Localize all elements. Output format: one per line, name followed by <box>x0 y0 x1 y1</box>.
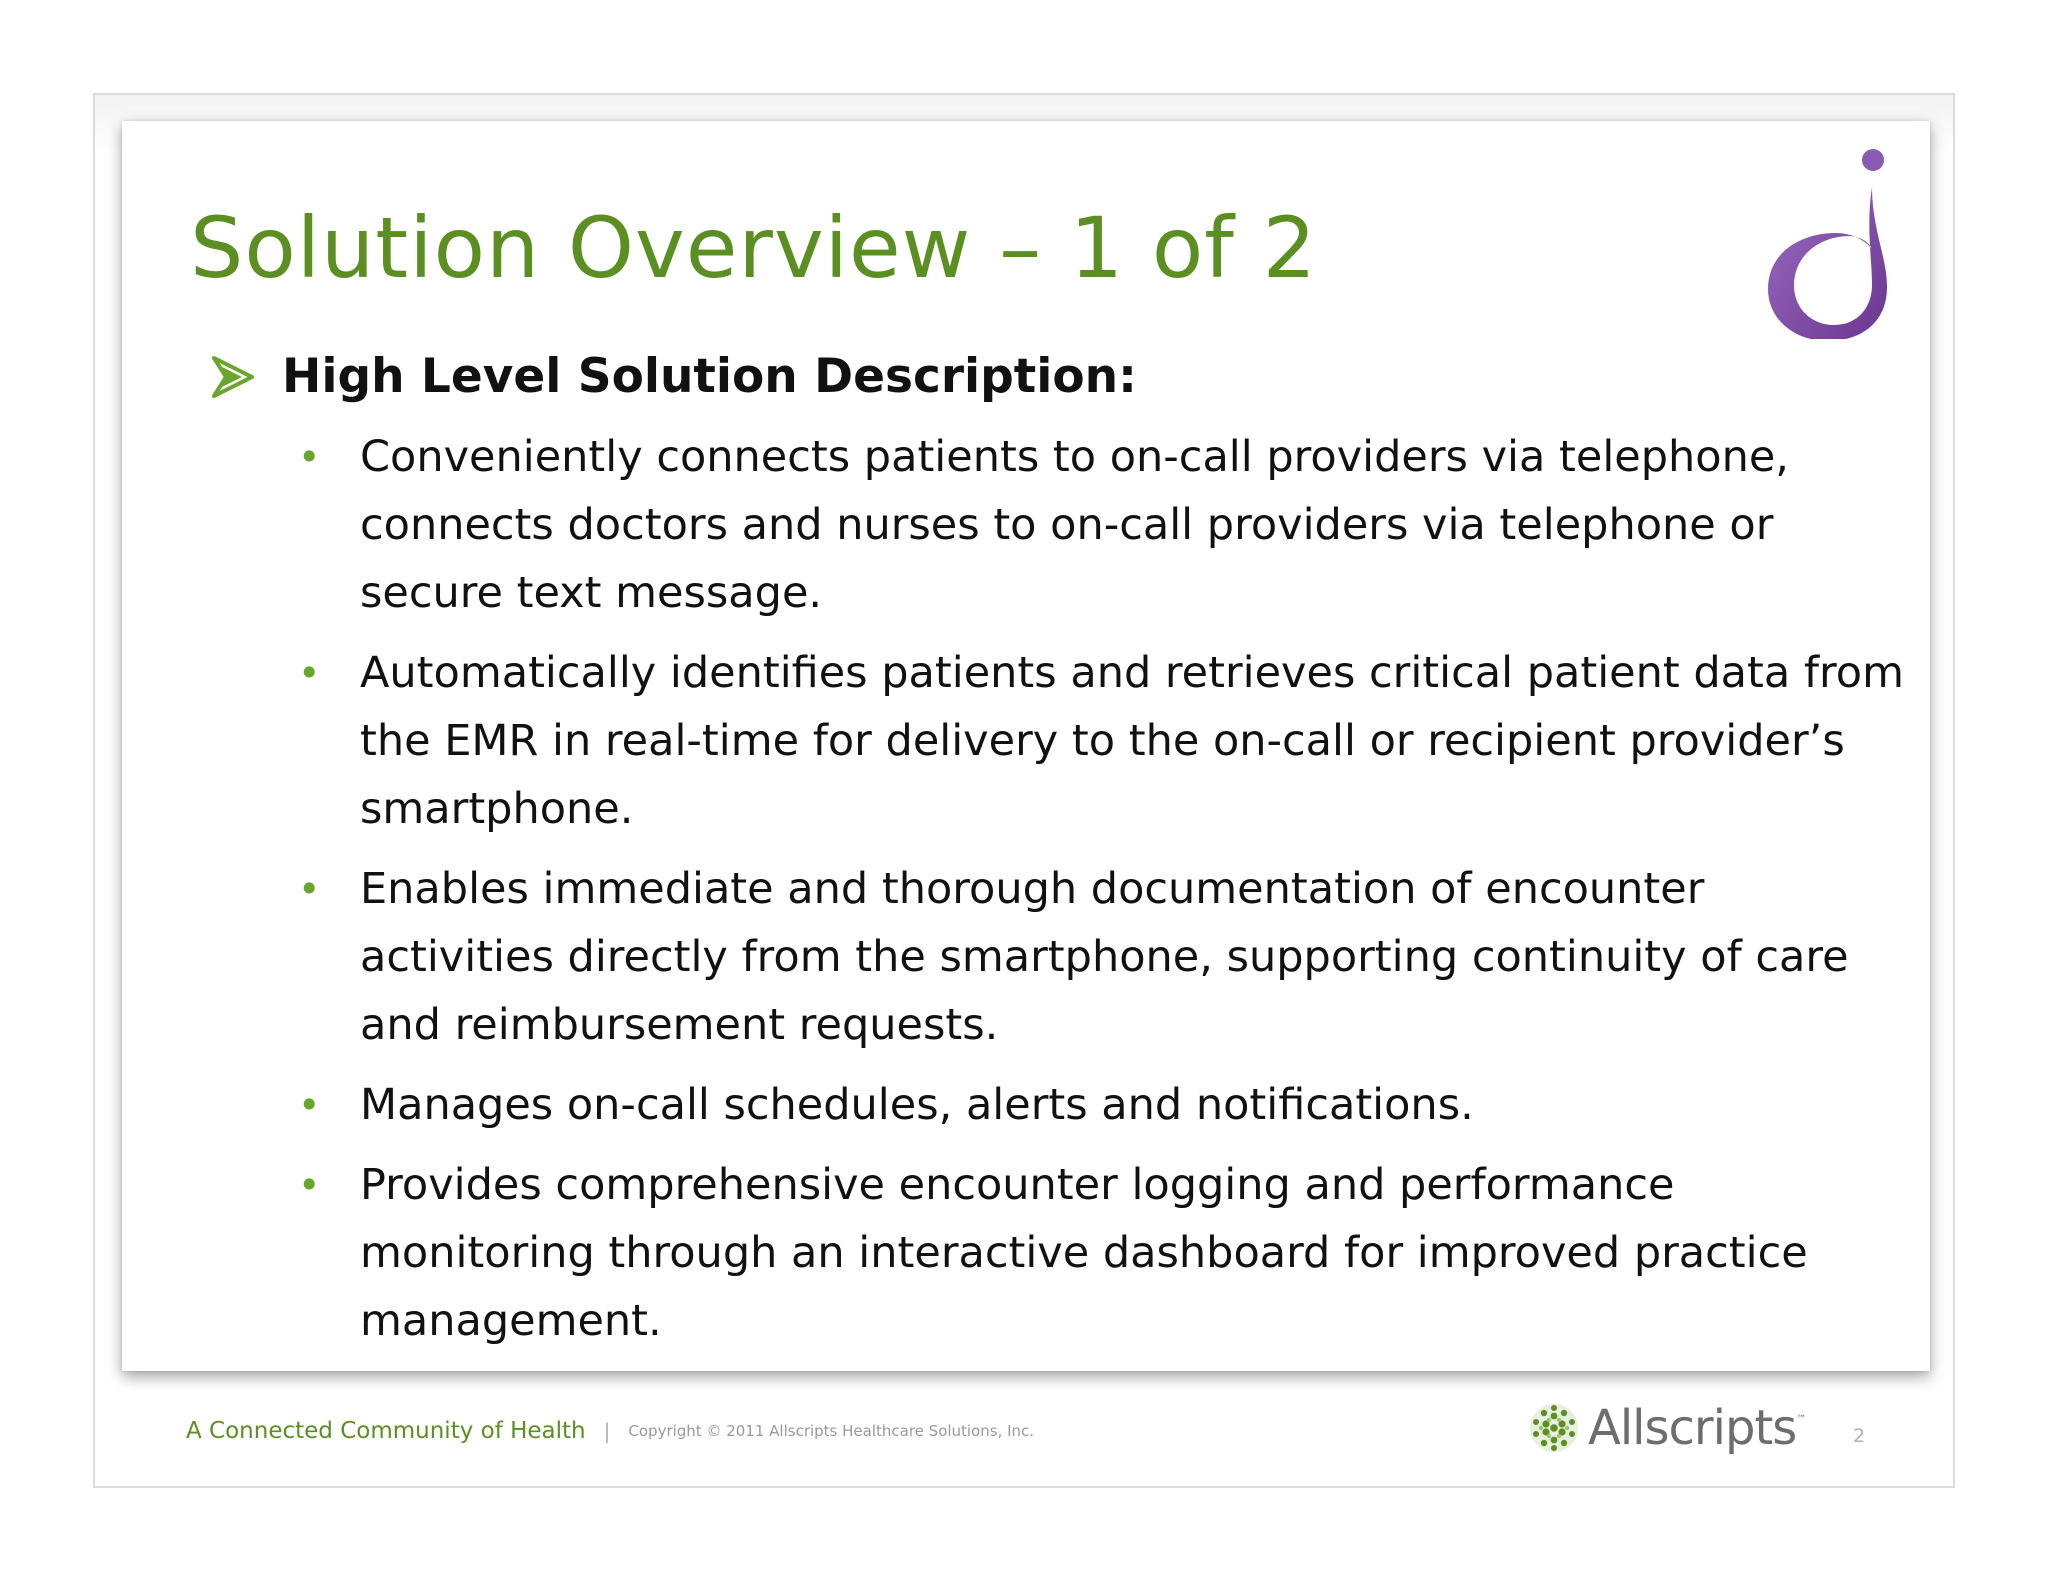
page-number: 2 <box>1853 1425 1866 1447</box>
list-item <box>298 639 1908 843</box>
bullet-text: Enables immediate and thorough documentation of encounter activities directly from the smartphone, supporting continuity of care and reimbursement requests. <box>360 864 1849 1050</box>
section-heading <box>210 349 1137 404</box>
logo-text: Allscripts <box>1588 1400 1797 1456</box>
slide <box>122 121 1930 1371</box>
bullet-dot: • <box>298 1083 321 1127</box>
bullet-text: Automatically identifies patients and retrieves critical patient data from the EMR in real-time for delivery to the on-call or recipient provider’s smartphone. <box>360 648 1904 834</box>
list-item <box>298 423 1908 627</box>
footer <box>186 1418 1034 1444</box>
bullet-text: Manages on-call schedules, alerts and notifications. <box>360 1080 1474 1130</box>
bullet-dot: • <box>298 435 321 479</box>
logo-trademark: ™ <box>1796 1414 1807 1425</box>
bullet-dot: • <box>298 1163 321 1207</box>
bullet-list <box>298 423 1908 1367</box>
footer-copyright: Copyright © 2011 Allscripts Healthcare Solutions, Inc. <box>628 1422 1035 1440</box>
slide-title: Solution Overview – 1 of 2 <box>190 199 1318 297</box>
bullet-text: Provides comprehensive encounter logging and performance monitoring through an interactive dashboard for improved practice management. <box>360 1160 1808 1346</box>
bullet-text: Conveniently connects patients to on-call providers via telephone, connects doctors and nurses to on-call providers via telephone or secure text message. <box>360 432 1789 618</box>
bullet-dot: • <box>298 651 321 695</box>
footer-tagline: A Connected Community of Health <box>186 1418 586 1444</box>
allscripts-logo <box>1528 1400 1806 1456</box>
bullet-dot: • <box>298 867 321 911</box>
arrow-bullet-icon <box>210 354 256 400</box>
list-item <box>298 1071 1908 1139</box>
list-item <box>298 1151 1908 1355</box>
list-item <box>298 855 1908 1059</box>
allscripts-globe-icon <box>1528 1402 1580 1454</box>
footer-divider: | <box>603 1419 611 1443</box>
purple-droplet-icon <box>1760 139 1890 339</box>
section-heading-text: High Level Solution Description: <box>282 349 1137 404</box>
